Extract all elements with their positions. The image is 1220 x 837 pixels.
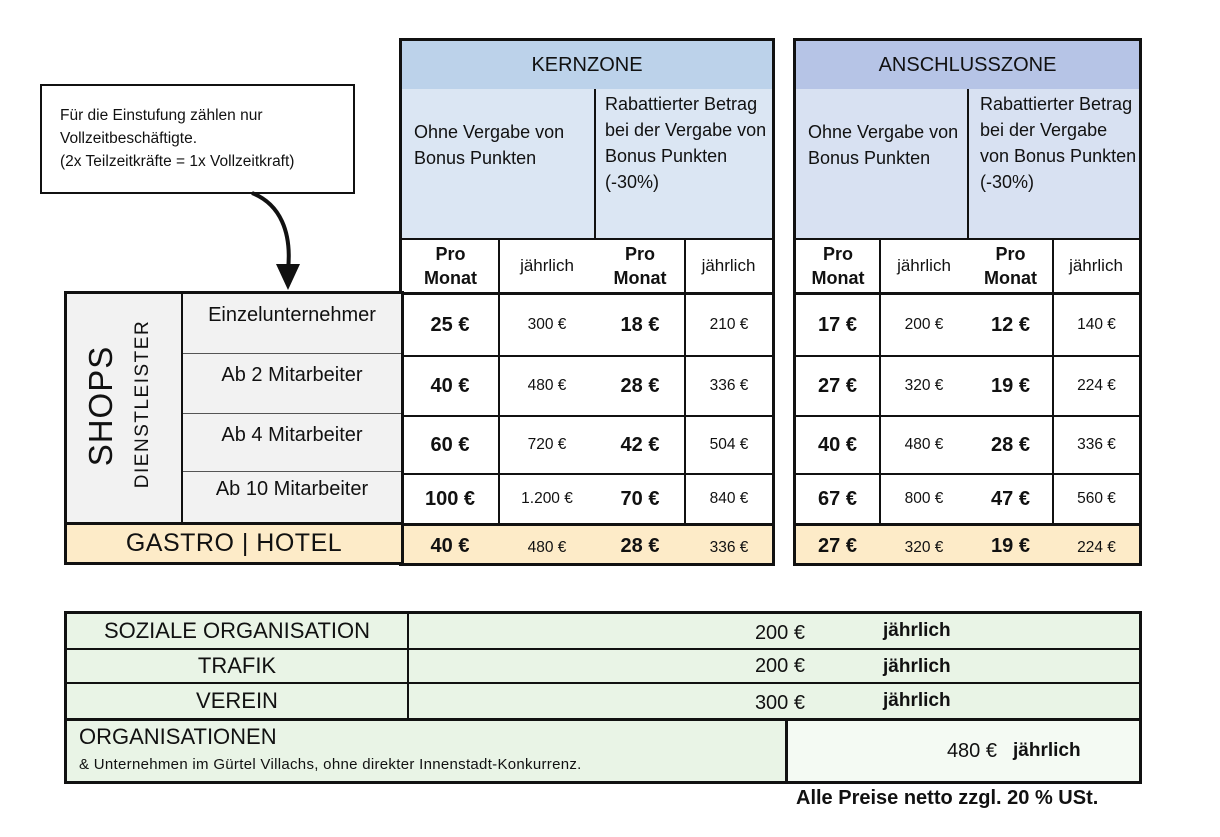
ansch-col-jaehrlich: jährlich xyxy=(897,256,951,275)
kern-r1-jahr: 300 € xyxy=(527,316,567,333)
kern-r4-jahr: 1.200 € xyxy=(521,490,573,507)
kern-monat-r: Monat xyxy=(613,268,667,288)
bottom-period-trafik: jährlich xyxy=(883,656,951,677)
bottom-price-verein: 300 € xyxy=(754,691,805,714)
ansch-r3-monat: 40 € xyxy=(818,433,857,456)
ansch-r2-jahr: 320 € xyxy=(904,377,944,394)
ansch-gastro-jahr-r: 224 € xyxy=(1077,539,1116,556)
info-note xyxy=(40,84,355,194)
ansch-col-jaehrlich-rabatt: jährlich xyxy=(1069,256,1123,275)
kern-col-pro-monat xyxy=(402,240,499,292)
anschluss-desc-normal: Ohne Vergabe von Bonus Punkten xyxy=(796,89,968,239)
kern-r3-jahr-r: 504 € xyxy=(709,436,749,453)
org-subtitle: & Unternehmen im Gürtel Villachs, ohne direkter Innenstadt-Konkurrenz. xyxy=(79,756,582,773)
bottom-table xyxy=(64,611,1142,784)
note-line-2: Vollzeitbeschäftigte. xyxy=(60,130,198,147)
bottom-period-verein: jährlich xyxy=(883,690,951,711)
org-title: ORGANISATIONEN xyxy=(79,724,277,749)
kern-col-jaehrlich-rabatt: jährlich xyxy=(701,256,756,275)
ansch-col-pro-monat xyxy=(796,240,880,292)
ansch-gastro-jahr: 320 € xyxy=(904,539,944,556)
shops-row-labels xyxy=(64,291,404,525)
ansch-col-pro-monat-rabatt xyxy=(968,240,1053,292)
kern-r1-monat: 25 € xyxy=(430,313,470,336)
kern-gastro-jahr-r: 336 € xyxy=(709,539,749,556)
footer-note: Alle Preise netto zzgl. 20 % USt. xyxy=(796,787,1099,809)
bottom-price-soziale: 200 € xyxy=(754,621,805,644)
ansch-r1-jahr: 200 € xyxy=(904,316,944,333)
kern-r4-monat-r: 70 € xyxy=(620,487,660,510)
ansch-r3-monat-r: 28 € xyxy=(991,433,1030,456)
kern-r4-monat: 100 € xyxy=(424,487,476,510)
kern-col-pro-monat-rabatt xyxy=(595,240,685,292)
shops-label: SHOPS xyxy=(82,345,119,467)
ansch-gastro-monat: 27 € xyxy=(818,534,857,557)
kern-r2-monat-r: 28 € xyxy=(620,374,660,397)
note-line-1: Für die Einstufung zählen nur xyxy=(60,107,263,124)
gastro-row-label xyxy=(64,522,404,565)
ansch-r3-jahr: 480 € xyxy=(904,436,944,453)
kern-pro: Pro xyxy=(435,244,466,264)
row-label-ab-10: Ab 10 Mitarbeiter xyxy=(215,478,369,500)
anschlusszone-title: ANSCHLUSSZONE xyxy=(796,41,1139,91)
kern-monat: Monat xyxy=(424,268,477,288)
kern-r2-jahr-r: 336 € xyxy=(709,377,749,394)
anschluss-desc-discount: Rabattierter Betrag bei der Vergabe von Bonus Punkten (-30%) xyxy=(968,89,1139,239)
kern-r2-monat: 40 € xyxy=(430,374,470,397)
kern-gastro-monat-r: 28 € xyxy=(620,534,660,557)
kern-r4-jahr-r: 840 € xyxy=(709,490,749,507)
kern-gastro-monat: 40 € xyxy=(430,534,470,557)
bottom-label-trafik: TRAFIK xyxy=(197,653,277,678)
kernzone-table xyxy=(399,38,775,566)
ansch-r1-jahr-r: 140 € xyxy=(1077,316,1116,333)
anschlusszone-table xyxy=(793,38,1142,566)
bottom-price-trafik: 200 € xyxy=(754,654,805,677)
gastro-label: GASTRO | HOTEL xyxy=(125,529,343,557)
ansch-monat: Monat xyxy=(811,268,865,288)
row-label-einzelunternehmer: Einzelunternehmer xyxy=(183,294,401,354)
kern-r3-jahr: 720 € xyxy=(527,436,567,453)
kern-gastro-jahr: 480 € xyxy=(527,539,567,556)
org-period: jährlich xyxy=(1013,740,1081,761)
kern-r2-jahr: 480 € xyxy=(527,377,567,394)
kern-col-jaehrlich: jährlich xyxy=(520,256,574,275)
ansch-r4-monat-r: 47 € xyxy=(991,487,1030,510)
dienstleister-label: DIENSTLEISTER xyxy=(132,319,153,489)
note-line-3: (2x Teilzeitkräfte = 1x Vollzeitkraft) xyxy=(60,153,295,170)
shops-sidebar xyxy=(67,294,183,522)
kernzone-desc-discount: Rabattierter Betrag bei der Vergabe von Bonus Punkten (-30%) xyxy=(595,89,772,239)
kern-r1-jahr-r: 210 € xyxy=(709,316,749,333)
bottom-period-soziale: jährlich xyxy=(883,620,951,641)
ansch-r3-jahr-r: 336 € xyxy=(1077,436,1116,453)
ansch-r2-monat-r: 19 € xyxy=(991,374,1030,397)
row-label-ab-2: Ab 2 Mitarbeiter xyxy=(183,354,401,414)
ansch-r4-jahr-r: 560 € xyxy=(1077,490,1116,507)
ansch-monat-r: Monat xyxy=(984,268,1037,288)
kern-r3-monat-r: 42 € xyxy=(620,433,660,456)
bottom-label-soziale: SOZIALE ORGANISATION xyxy=(103,618,371,643)
kern-r3-monat: 60 € xyxy=(430,433,470,456)
ansch-r4-jahr: 800 € xyxy=(904,490,944,507)
bottom-label-verein: VEREIN xyxy=(196,688,278,713)
ansch-r4-monat: 67 € xyxy=(818,487,857,510)
ansch-r2-monat: 27 € xyxy=(818,374,857,397)
ansch-pro-r: Pro xyxy=(995,244,1026,264)
arrow-down-icon xyxy=(240,190,320,295)
ansch-pro: Pro xyxy=(822,244,853,264)
kernzone-desc-normal: Ohne Vergabe von Bonus Punkten xyxy=(402,89,595,239)
kernzone-title: KERNZONE xyxy=(402,41,772,91)
ansch-r2-jahr-r: 224 € xyxy=(1077,377,1116,394)
org-price: 480 € xyxy=(946,739,997,762)
row-label-ab-4: Ab 4 Mitarbeiter xyxy=(183,414,401,472)
ansch-gastro-monat-r: 19 € xyxy=(991,534,1030,557)
ansch-r1-monat: 17 € xyxy=(818,313,857,336)
ansch-r1-monat-r: 12 € xyxy=(991,313,1030,336)
kern-r1-monat-r: 18 € xyxy=(620,313,660,336)
kern-pro-r: Pro xyxy=(624,244,655,264)
